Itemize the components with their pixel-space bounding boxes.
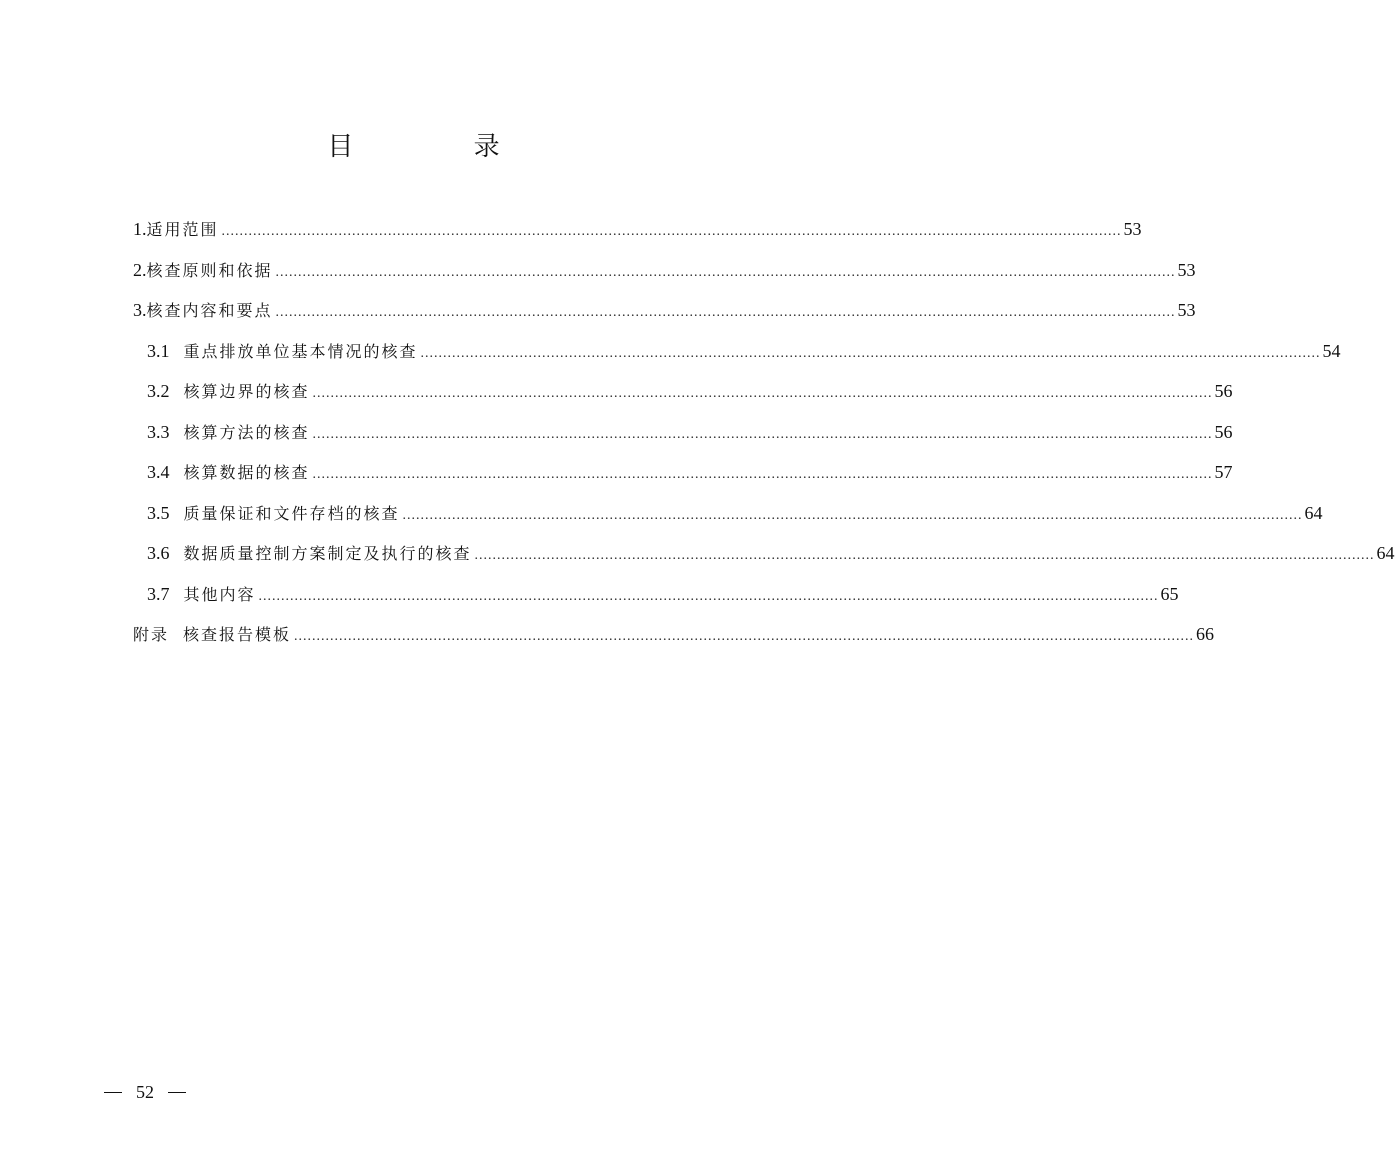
dot-leader: ........................................................................................................................................................................................................ bbox=[221, 224, 1122, 239]
page-number: 52 bbox=[136, 1082, 154, 1102]
footer-dash-right bbox=[168, 1092, 186, 1093]
dot-leader: ........................................................................................................................................................................................................ bbox=[258, 588, 1159, 604]
dot-leader: ........................................................................................................................................................................................................ bbox=[474, 548, 1375, 563]
toc-entry[interactable] bbox=[133, 579, 1179, 620]
toc-entry[interactable] bbox=[133, 336, 1341, 377]
toc-entry[interactable] bbox=[133, 214, 1142, 255]
toc-entry-label: 核查内容和要点 bbox=[146, 301, 273, 320]
toc-entry-number: 3.1 bbox=[147, 340, 170, 361]
toc-entry-page: 53 bbox=[1177, 259, 1196, 280]
toc-entry-page: 57 bbox=[1214, 462, 1233, 482]
toc-entry-page: 53 bbox=[1177, 300, 1196, 320]
dot-leader: ........................................................................................................................................................................................................ bbox=[275, 305, 1176, 320]
footer-dash-left bbox=[104, 1092, 122, 1093]
toc-title: 目 录 bbox=[327, 132, 556, 162]
toc-entry-label: 适用范围 bbox=[146, 220, 219, 239]
toc-entry-number: 附录 bbox=[133, 625, 170, 644]
toc-entry-label: 核算边界的核查 bbox=[183, 382, 310, 401]
toc-entry-page: 65 bbox=[1160, 583, 1179, 604]
page-footer bbox=[104, 1082, 186, 1103]
toc-entry[interactable] bbox=[133, 457, 1233, 498]
toc-entry-number: 3.5 bbox=[147, 502, 170, 523]
dot-leader: ........................................................................................................................................................................................................ bbox=[312, 426, 1213, 442]
toc-entry-number: 3. bbox=[133, 300, 147, 320]
toc-entry[interactable] bbox=[133, 498, 1323, 539]
toc-entry[interactable] bbox=[133, 255, 1196, 296]
toc-entry-page: 56 bbox=[1214, 421, 1233, 442]
toc-entry-label: 核查报告模板 bbox=[183, 625, 292, 644]
dot-leader: ........................................................................................................................................................................................................ bbox=[312, 467, 1213, 482]
dot-leader: ........................................................................................................................................................................................................ bbox=[420, 345, 1321, 361]
dot-leader: ........................................................................................................................................................................................................ bbox=[402, 507, 1303, 523]
toc-entry[interactable] bbox=[133, 417, 1233, 458]
toc-entry-number: 3.4 bbox=[147, 462, 170, 482]
dot-leader: ........................................................................................................................................................................................................ bbox=[294, 629, 1195, 644]
toc-entry-label: 核算数据的核查 bbox=[183, 463, 310, 482]
toc-entry-page: 64 bbox=[1304, 502, 1323, 523]
dot-leader: ........................................................................................................................................................................................................ bbox=[312, 386, 1213, 401]
toc-entry-number: 3.3 bbox=[147, 421, 170, 442]
table-of-contents bbox=[133, 214, 1395, 660]
toc-entry-label: 重点排放单位基本情况的核查 bbox=[183, 341, 418, 361]
toc-entry-page: 53 bbox=[1123, 219, 1142, 239]
toc-entry-label: 核查原则和依据 bbox=[146, 260, 273, 280]
toc-entry[interactable] bbox=[133, 376, 1233, 417]
toc-entry-label: 质量保证和文件存档的核查 bbox=[183, 503, 400, 523]
toc-entry[interactable] bbox=[133, 295, 1196, 336]
toc-entry-label: 核算方法的核查 bbox=[183, 422, 310, 442]
toc-entry-number: 2. bbox=[133, 259, 147, 280]
toc-entry-number: 3.2 bbox=[147, 381, 170, 401]
toc-entry-number: 3.7 bbox=[147, 583, 170, 604]
toc-entry-page: 56 bbox=[1214, 381, 1233, 401]
toc-entry[interactable] bbox=[133, 619, 1215, 660]
toc-entry-page: 66 bbox=[1196, 624, 1215, 644]
toc-entry-label: 数据质量控制方案制定及执行的核查 bbox=[183, 544, 472, 563]
toc-entry-number: 3.6 bbox=[147, 543, 170, 563]
dot-leader: ........................................................................................................................................................................................................ bbox=[275, 264, 1176, 280]
toc-entry-label: 其他内容 bbox=[183, 584, 256, 604]
toc-entry[interactable] bbox=[133, 538, 1395, 579]
toc-entry-page: 64 bbox=[1376, 543, 1395, 563]
toc-entry-number: 1. bbox=[133, 219, 147, 239]
toc-entry-page: 54 bbox=[1322, 340, 1341, 361]
